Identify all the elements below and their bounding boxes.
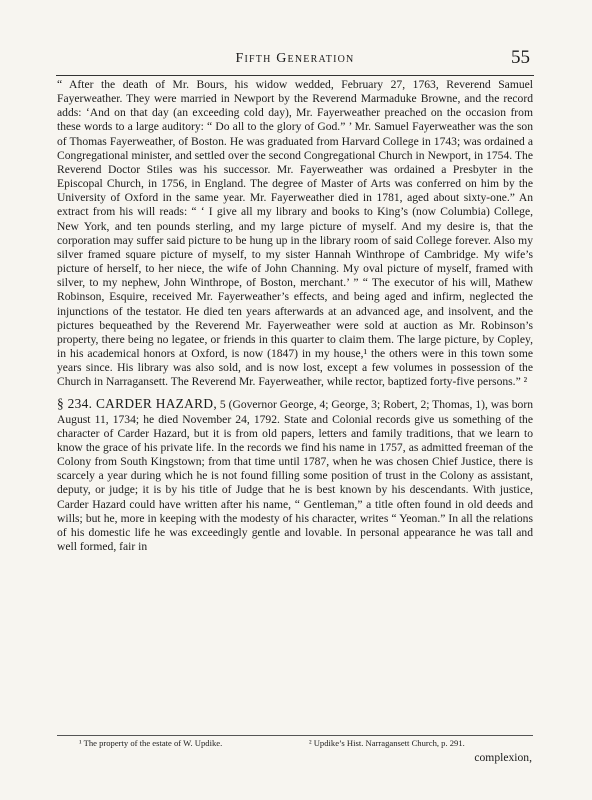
body-text [57, 78, 533, 554]
running-head: Fifth Generation [235, 51, 355, 66]
catchword: complexion, [474, 751, 532, 764]
page-number: 55 [511, 47, 530, 68]
paragraph-fayerweather: “ After the death of Mr. Bours, his widow wedded, February 27, 1763, Reverend Samuel Fayerweather. They were married in Newport by the Reverend Marmaduke Browne, and the record adds: ‘And on that day (an exceeding cold day), Mr. Fayerweather preached on the occasion from these words to a large auditory: “ Do all to the glory of God.” ’ Mr. Samuel Fayerweather was the son of Thomas Fayerweather, of Boston. He was graduated from Harvard College in 1743; was ordained a Congregational minister, and settled over the second Congregational Church in Newport, in 1754. The Reverend Doctor Stiles was his successor. Mr. Fayerweather was ordained a Presbyter in the Episcopal Church, in 1756, in England. The degree of Master of Arts was conferred on him by the University of Oxford in the same year. Mr. Fayerweather died in 1781, aged about sixty-one.” An extract from his will reads: “ ‘ I give all my library and books to King’s (now Columbia) College, New York, and ten pounds sterling, and my large picture of myself. And my desire is, that the corporation may suffer said picture to be hung up in the library room of said College forever. Also my silver framed square picture of myself, to my sister Hannah Winthrope of Cambridge. My wife’s picture of herself, to her niece, the wife of John Channing. My oval picture of myself, framed with silver, to my nephew, John Winthrope, of Boston, merchant.’ ” “ The executor of his will, Mathew Robinson, Esquire, received Mr. Fayerweather’s effects, and being aged and infirm, neglected the injunctions of the testator. He died ten years afterwards at an advanced age, and insolvent, and the pictures bequeathed by the Reverend Mr. Fayerweather were sold at auction as Mr. Robinson’s property, there being no legatee, or friends in this quarter to claim them. The large picture, by Copley, in his academical honors at Oxford, is now (1847) in my house,¹ the others were in this town some years since. His library was also sold, and is now lost, except a few volumes in possession of the Church in Narragansett. The Reverend Mr. Fayerweather, while rector, baptized forty-five persons.” ² [57, 78, 533, 389]
paragraph-text: 5 (Governor George, 4; George, 3; Robert, 2; Thomas, 1), was born August 11, 1734; he died November 24, 1792. State and Colonial records give us something of the character of Carder Hazard, but it is from old papers, letters and family traditions, that we learn to know the grace of his private life. In the records we find his name in 1757, as admitted freeman of the Colony from South Kingstown; from that time until 1787, when he was chosen Chief Justice, there is scarcely a year during which he is not found filling some position of trust in the Colony as assistant, deputy, or judge; it is by his title of Judge that he is best known by his descendants. With justice, Carder Hazard could have written after his name, “ Gentleman,” a title often found in old deeds and wills; but he, more in keeping with the modesty of his character, writes “ Yeoman.” In all the relations of his domestic life he was exceedingly gentle and lovable. In personal appearance he was tall and well formed, fair in [57, 398, 533, 553]
footnote-2: ² Updike’s Hist. Narragansett Church, p. 291. [309, 738, 465, 748]
footnote-divider [57, 735, 533, 736]
page-header [56, 47, 534, 76]
section-heading: § 234. CARDER HAZARD, [57, 396, 217, 412]
paragraph-carder-hazard [57, 397, 533, 554]
footnote-1: ¹ The property of the estate of W. Updike. [79, 738, 223, 748]
